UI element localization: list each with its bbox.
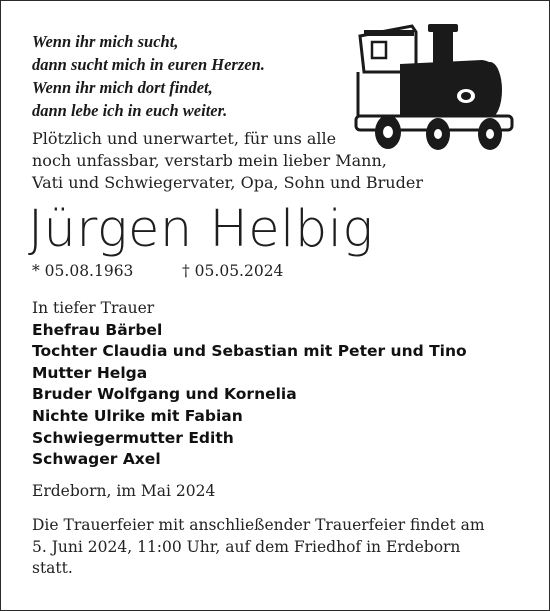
poem-line: Wenn ihr mich sucht,	[32, 32, 179, 51]
service-line: 5. Juni 2024, 11:00 Uhr, auf dem Friedhof in Erdeborn	[32, 537, 461, 556]
mourner-name: Tochter Claudia und Sebastian mit Peter und Tino	[32, 342, 467, 361]
life-dates	[32, 262, 284, 280]
mourner-name: Bruder Wolfgang und Kornelia	[32, 385, 297, 404]
intro-line: noch unfassbar, verstarb mein lieber Mann,	[32, 151, 387, 170]
place-date: Erdeborn, im Mai 2024	[32, 482, 216, 500]
death-date: † 05.05.2024	[182, 262, 284, 280]
poem-line: dann sucht mich in euren Herzen.	[32, 55, 265, 74]
mourner-name: Schwager Axel	[32, 450, 161, 469]
mourners-list	[32, 298, 467, 471]
poem-line: Wenn ihr mich dort findet,	[32, 78, 213, 97]
service-info	[32, 515, 532, 580]
service-line: statt.	[32, 559, 73, 578]
mourner-name: Mutter Helga	[32, 363, 148, 382]
birth-date: * 05.08.1963	[32, 262, 134, 280]
poem	[32, 30, 265, 122]
mourner-name: Nichte Ulrike mit Fabian	[32, 406, 243, 425]
deceased-name: Jürgen Helbig	[28, 200, 374, 259]
mourner-name: Ehefrau Bärbel	[32, 320, 163, 339]
service-line: Die Trauerfeier mit anschließender Trauerfeier findet am	[32, 516, 485, 534]
mourner-name: Schwiegermutter Edith	[32, 428, 234, 447]
intro-line: Plötzlich und unerwartet, für uns alle	[32, 129, 337, 148]
poem-line: dann lebe ich in euch weiter.	[32, 101, 228, 120]
intro-text	[32, 128, 423, 194]
mourning-lead: In tiefer Trauer	[32, 299, 155, 317]
intro-line: Vati und Schwiegervater, Opa, Sohn und Bruder	[32, 173, 423, 192]
